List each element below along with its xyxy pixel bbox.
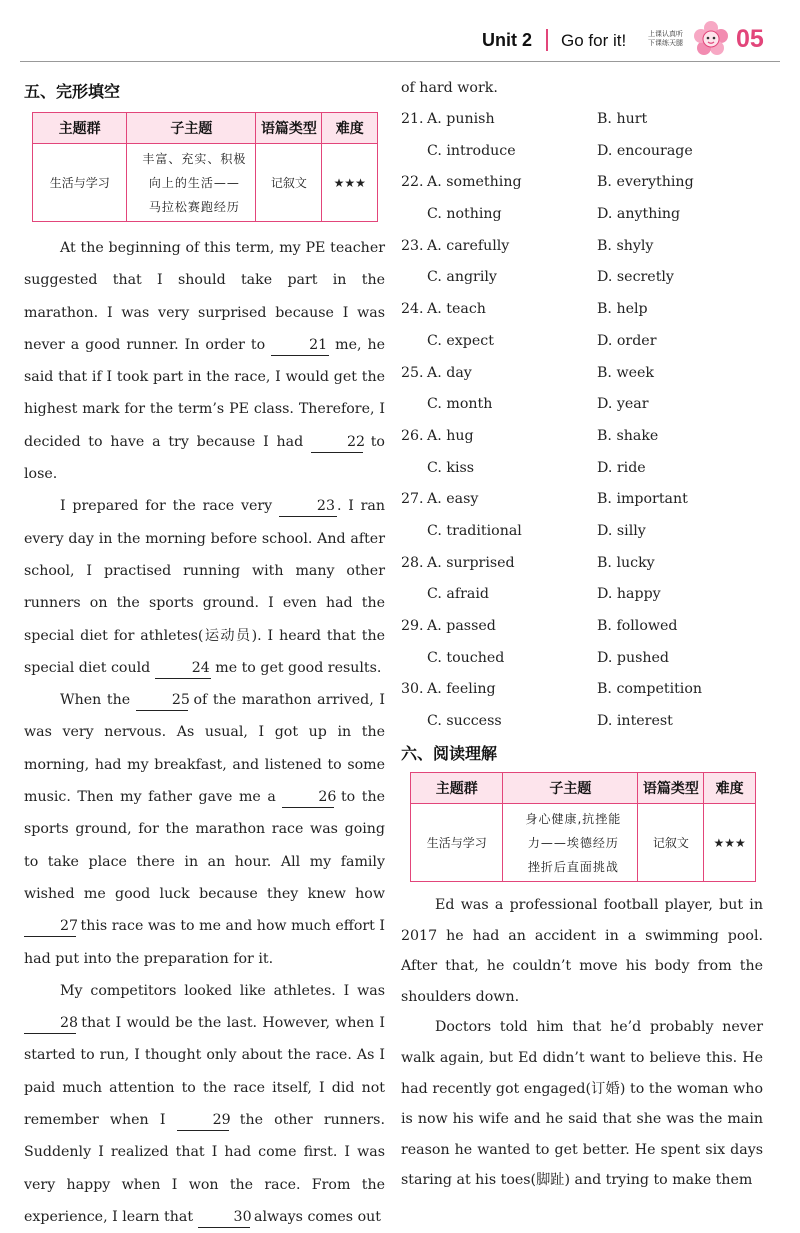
question-row	[401, 358, 771, 390]
question-row	[401, 231, 771, 263]
option-b: B. hurt	[597, 111, 648, 127]
option-c: C. expect	[427, 332, 494, 349]
text: . I ran every day in the morning before school. And after school, I practised running with many other runners on the sports ground. I even had the special diet for athletes(运动员). I heard that the special diet could	[24, 498, 386, 676]
question-row	[401, 294, 771, 326]
text: At the beginning of this term, my PE teacher suggested that I should take part in the marathon. I was very surprised because I was never a good runner. In order to	[24, 240, 385, 353]
blank-24: 24	[155, 658, 211, 679]
option-c: C. kiss	[427, 459, 475, 476]
question-row	[401, 389, 771, 421]
unit-label: Unit 2	[482, 30, 533, 50]
question-row	[401, 611, 771, 643]
blank-26: 26	[282, 787, 334, 808]
question-row	[401, 674, 771, 706]
cloze-paragraph-4	[24, 975, 385, 1233]
text: My competitors looked like athletes. I was	[60, 982, 385, 999]
header-difficulty: 难度	[704, 773, 756, 804]
text: me, he said that if I took part in the race, I would get the highest mark for the term’s PE class. Therefore, I decided to have a try because I had	[24, 336, 385, 450]
option-d: D. ride	[597, 459, 646, 476]
option-c: C. angrily	[427, 269, 497, 286]
cloze-paragraph-3	[24, 684, 385, 975]
option-a: A. something	[427, 174, 522, 191]
mascot-flower-icon	[693, 20, 729, 56]
cloze-options	[401, 104, 771, 738]
header-text-type: 语篇类型	[256, 113, 322, 144]
reading-paragraph-1: Ed was a professional football player, but in 2017 he had an accident in a swimming pool. After that, he couldn’t move his body from the shoulders down.	[401, 897, 763, 1005]
header-separator	[546, 29, 548, 51]
header-theme-group: 主题群	[411, 773, 503, 804]
theme-group-cell: 生活与学习	[33, 144, 127, 222]
option-c: C. success	[427, 713, 502, 730]
question-row	[401, 706, 771, 738]
option-c: C. nothing	[427, 206, 502, 223]
table-row	[411, 804, 756, 882]
cloze-continuation	[401, 72, 771, 104]
blank-30: 30	[198, 1207, 250, 1228]
section-5-topic-table	[32, 112, 378, 222]
reading-paragraph-2: Doctors told him that he’d probably never walk again, but Ed didn’t want to believe this. He had recently got engaged(订婚) to the woman who is now his wife and he said that she was the main reason he wanted to get better. He spent six days staring at his toes(脚趾) and trying to make them	[401, 1019, 763, 1189]
text: to lose.	[24, 433, 385, 483]
question-number: 23.	[401, 237, 424, 254]
blank-27: 27	[24, 916, 76, 937]
option-c: C. introduce	[427, 142, 516, 159]
blank-22: 22	[311, 432, 363, 453]
slogan-line-2: 下课练天腿	[648, 39, 683, 47]
option-b: B. lucky	[597, 554, 655, 571]
text: When the	[60, 692, 136, 709]
page-header	[0, 0, 800, 62]
header-subtopic: 子主题	[127, 113, 256, 144]
text: me to get good results.	[210, 659, 382, 676]
option-b: B. followed	[597, 618, 678, 634]
question-row	[401, 643, 771, 675]
option-d: D. year	[597, 396, 649, 413]
question-row	[401, 421, 771, 453]
text: always comes out	[249, 1208, 381, 1225]
slogan	[648, 30, 683, 48]
question-row	[401, 516, 771, 548]
header-subtopic: 子主题	[503, 773, 638, 804]
option-c: C. touched	[427, 649, 505, 666]
text: to the sports ground, for the marathon race was going to take place there in an hour. All my family wished me good luck because they knew how	[24, 789, 385, 902]
subtopic-line: 力——埃德经历	[527, 835, 619, 850]
text-type-cell: 记叙文	[256, 144, 322, 222]
text: I prepared for the race very	[60, 498, 279, 515]
option-b: B. week	[597, 364, 654, 381]
unit-title: Go for it!	[561, 31, 627, 50]
text: that I would be the last. However, when I started to run, I thought only about the race. As I paid much attention to the race itself, I did not remember when I	[24, 1015, 385, 1129]
header-difficulty: 难度	[322, 113, 378, 144]
option-b: B. everything	[597, 174, 694, 191]
subtopic-line: 丰富、充实、积极	[142, 151, 247, 166]
subtopic-line: 挫折后直面挑战	[527, 859, 619, 874]
cloze-paragraph-1	[24, 232, 385, 490]
question-number: 29.	[401, 618, 424, 634]
cloze-paragraph-2	[24, 490, 385, 684]
option-a: A. hug	[427, 427, 474, 444]
question-number: 25.	[401, 364, 424, 381]
text: of the marathon arrived, I was very nervous. As usual, I got up in the morning, had my breakfast, and listened to some music. Then my father gave me a	[24, 692, 385, 806]
cloze-passage	[24, 232, 385, 1233]
option-c: C. month	[427, 396, 493, 413]
theme-group-cell: 生活与学习	[411, 804, 503, 882]
question-number: 30.	[401, 681, 424, 698]
continuation-text: of hard work.	[401, 80, 498, 96]
option-a: A. carefully	[427, 237, 510, 254]
option-d: D. interest	[597, 713, 673, 730]
option-a: A. surprised	[427, 554, 515, 571]
option-d: D. anything	[597, 206, 681, 223]
difficulty-stars: ★★★	[322, 144, 378, 222]
section-6-topic-table	[410, 772, 756, 882]
blank-21: 21	[271, 335, 329, 356]
option-a: A. teach	[427, 301, 486, 318]
header-text-type: 语篇类型	[638, 773, 704, 804]
option-a: A. easy	[427, 491, 479, 508]
option-a: A. day	[427, 364, 472, 381]
page-number: 05	[736, 25, 764, 53]
subtopic-cell	[127, 144, 256, 222]
question-row	[401, 167, 771, 199]
option-b: B. competition	[597, 681, 703, 698]
option-a: A. passed	[427, 618, 496, 634]
option-d: D. happy	[597, 586, 661, 603]
question-row	[401, 104, 771, 136]
option-a: A. punish	[427, 111, 495, 127]
question-row	[401, 326, 771, 358]
section-5-title: 五、完形填空	[24, 82, 121, 101]
option-d: D. pushed	[597, 649, 670, 666]
header-rule	[20, 61, 780, 62]
question-row	[401, 199, 771, 231]
option-b: B. shake	[597, 427, 659, 444]
question-row	[401, 548, 771, 580]
table-header-row	[411, 773, 756, 804]
section-6-title: 六、阅读理解	[401, 744, 498, 763]
subtopic-cell	[503, 804, 638, 882]
option-d: D. order	[597, 332, 657, 349]
subtopic-line: 马拉松赛跑经历	[148, 199, 240, 214]
option-a: A. feeling	[427, 681, 496, 698]
text: the other runners. Suddenly I realized that I had come first. I was very happy when I won the race. From the experience, I learn that	[24, 1112, 385, 1225]
question-number: 27.	[401, 491, 424, 508]
slogan-line-1: 上课认真听	[648, 30, 683, 38]
option-b: B. help	[597, 301, 648, 318]
header-theme-group: 主题群	[33, 113, 127, 144]
option-b: B. important	[597, 491, 688, 508]
blank-23: 23	[279, 496, 337, 517]
option-d: D. secretly	[597, 269, 674, 286]
option-d: D. encourage	[597, 142, 693, 159]
subtopic-line: 身心健康,抗挫能	[525, 811, 622, 826]
question-row	[401, 262, 771, 294]
option-c: C. afraid	[427, 586, 489, 603]
blank-28: 28	[24, 1013, 76, 1034]
reading-passage	[401, 890, 763, 1196]
table-row	[33, 144, 378, 222]
option-c: C. traditional	[427, 522, 522, 539]
blank-29: 29	[177, 1110, 229, 1131]
question-row	[401, 484, 771, 516]
difficulty-stars: ★★★	[704, 804, 756, 882]
text-type-cell: 记叙文	[638, 804, 704, 882]
question-number: 22.	[401, 174, 424, 191]
question-number: 24.	[401, 301, 424, 318]
question-row	[401, 579, 771, 611]
option-d: D. silly	[597, 522, 646, 539]
table-header-row	[33, 113, 378, 144]
blank-25: 25	[136, 690, 188, 711]
text: this race was to me and how much effort I had put into the preparation for it.	[24, 918, 385, 967]
question-number: 21.	[401, 111, 424, 127]
option-b: B. shyly	[597, 237, 654, 254]
subtopic-line: 向上的生活——	[148, 175, 240, 190]
question-number: 28.	[401, 554, 424, 571]
question-number: 26.	[401, 427, 424, 444]
question-row	[401, 136, 771, 168]
question-row	[401, 453, 771, 485]
